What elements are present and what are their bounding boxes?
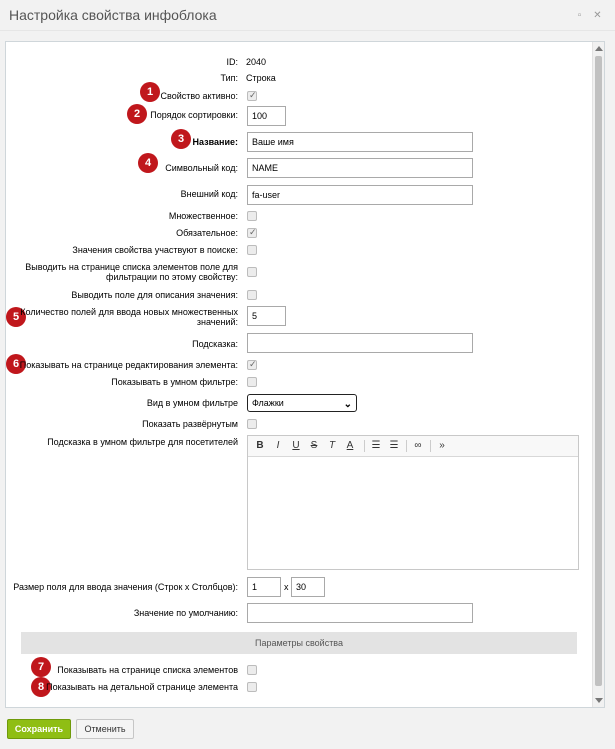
name-input[interactable]: Ваше имя [247,132,473,152]
badge-3: 3 [171,129,191,149]
dialog-content [5,41,605,708]
scroll-up-icon[interactable] [595,46,603,51]
smart-hint-editor[interactable] [247,435,579,570]
sort-input[interactable]: 100 [247,106,286,126]
code-label: Символьный код: [165,163,238,173]
smart-filter-label: Показывать в умном фильтре: [111,377,238,387]
expanded-label: Показать развёрнутым [142,419,238,429]
italic-icon[interactable]: I [276,440,280,451]
text-color-icon[interactable]: A [346,440,354,451]
default-input[interactable] [247,603,473,623]
dialog-title: Настройка свойства инфоблока [9,7,217,23]
desc-checkbox[interactable] [247,290,257,300]
toolbar-separator [406,440,407,452]
ordered-list-icon[interactable]: ☰ [371,440,381,451]
smart-view-label: Вид в умном фильтре [146,398,238,408]
multiple-label: Множественное: [168,211,238,221]
bold-icon[interactable]: B [256,440,264,451]
required-checkbox[interactable] [247,228,257,238]
type-label: Тип: [220,73,238,83]
type-value: Строка [246,73,276,83]
required-label: Обязательное: [176,228,238,238]
strikethrough-icon[interactable]: S [310,440,318,451]
multiple-cnt-label-line1: Количество полей для ввода новых множественных [20,307,238,317]
close-icon[interactable]: ✕ [593,10,602,21]
multiple-checkbox[interactable] [247,211,257,221]
list-page-checkbox[interactable] [247,665,257,675]
detail-page-checkbox[interactable] [247,682,257,692]
desc-label: Выводить поле для описания значения: [71,290,238,300]
xml-input[interactable]: fa-user [247,185,473,205]
show-edit-checkbox[interactable] [247,360,257,370]
size-cols-input[interactable]: 30 [291,577,325,597]
hint-input[interactable] [247,333,473,353]
badge-1: 1 [140,82,160,102]
search-checkbox[interactable] [247,245,257,255]
scroll-down-icon[interactable] [595,698,603,703]
badge-2: 2 [127,104,147,124]
id-value: 2040 [246,57,267,67]
xml-label: Внешний код: [180,189,238,199]
show-edit-label: Показывать на странице редактирования элемента: [19,360,238,370]
list-page-label: Показывать на странице списка элементов [57,665,238,675]
link-icon[interactable]: ∞ [414,440,422,451]
badge-5: 5 [6,307,26,327]
save-button[interactable]: Сохранить [7,719,71,739]
active-checkbox[interactable] [247,91,257,101]
smart-view-select[interactable] [247,394,357,412]
search-label: Значения свойства участвуют в поиске: [72,245,238,255]
smart-hint-label: Подсказка в умном фильтре для посетителей [47,437,238,447]
multiple-cnt-input[interactable]: 5 [247,306,286,326]
hint-label: Подсказка: [192,339,238,349]
smart-view-selected: Флажки [252,398,284,408]
unordered-list-icon[interactable]: ☰ [389,440,399,451]
size-x-label: x [284,582,289,592]
cancel-button[interactable]: Отменить [76,719,134,739]
scrollbar-thumb[interactable] [595,56,602,686]
toolbar-separator [430,440,431,452]
name-label: Название: [192,137,238,147]
section-header: Параметры свойства [21,632,577,654]
id-label: ID: [226,57,238,67]
badge-4: 4 [138,153,158,173]
size-rows-input[interactable]: 1 [247,577,281,597]
dialog-titlebar [0,0,615,31]
multiple-cnt-label-line2: значений: [196,317,238,327]
toolbar-separator [364,440,365,452]
filter-label-line1: Выводить на странице списка элементов поле для [25,262,238,272]
detail-page-label: Показывать на детальной странице элемента [46,682,238,692]
filter-checkbox[interactable] [247,267,257,277]
badge-6: 6 [6,354,26,374]
underline-icon[interactable]: U [292,440,300,451]
default-label: Значение по умолчанию: [133,608,238,618]
smart-filter-checkbox[interactable] [247,377,257,387]
badge-7: 7 [31,657,51,677]
editor-toolbar [248,436,578,457]
chevron-down-icon: ⌄ [343,399,352,410]
clear-format-icon[interactable]: T [328,440,336,451]
active-label: Свойство активно: [160,91,238,101]
maximize-icon[interactable]: ▫ [577,10,582,21]
sort-label: Порядок сортировки: [150,110,238,120]
badge-8: 8 [31,677,51,697]
scrollbar[interactable] [592,42,604,707]
more-icon[interactable]: » [439,440,445,451]
filter-label-line2: фильтрации по этому свойству: [105,272,238,282]
code-input[interactable]: NAME [247,158,473,178]
size-label: Размер поля для ввода значения (Строк x Столбцов): [13,582,238,592]
expanded-checkbox[interactable] [247,419,257,429]
